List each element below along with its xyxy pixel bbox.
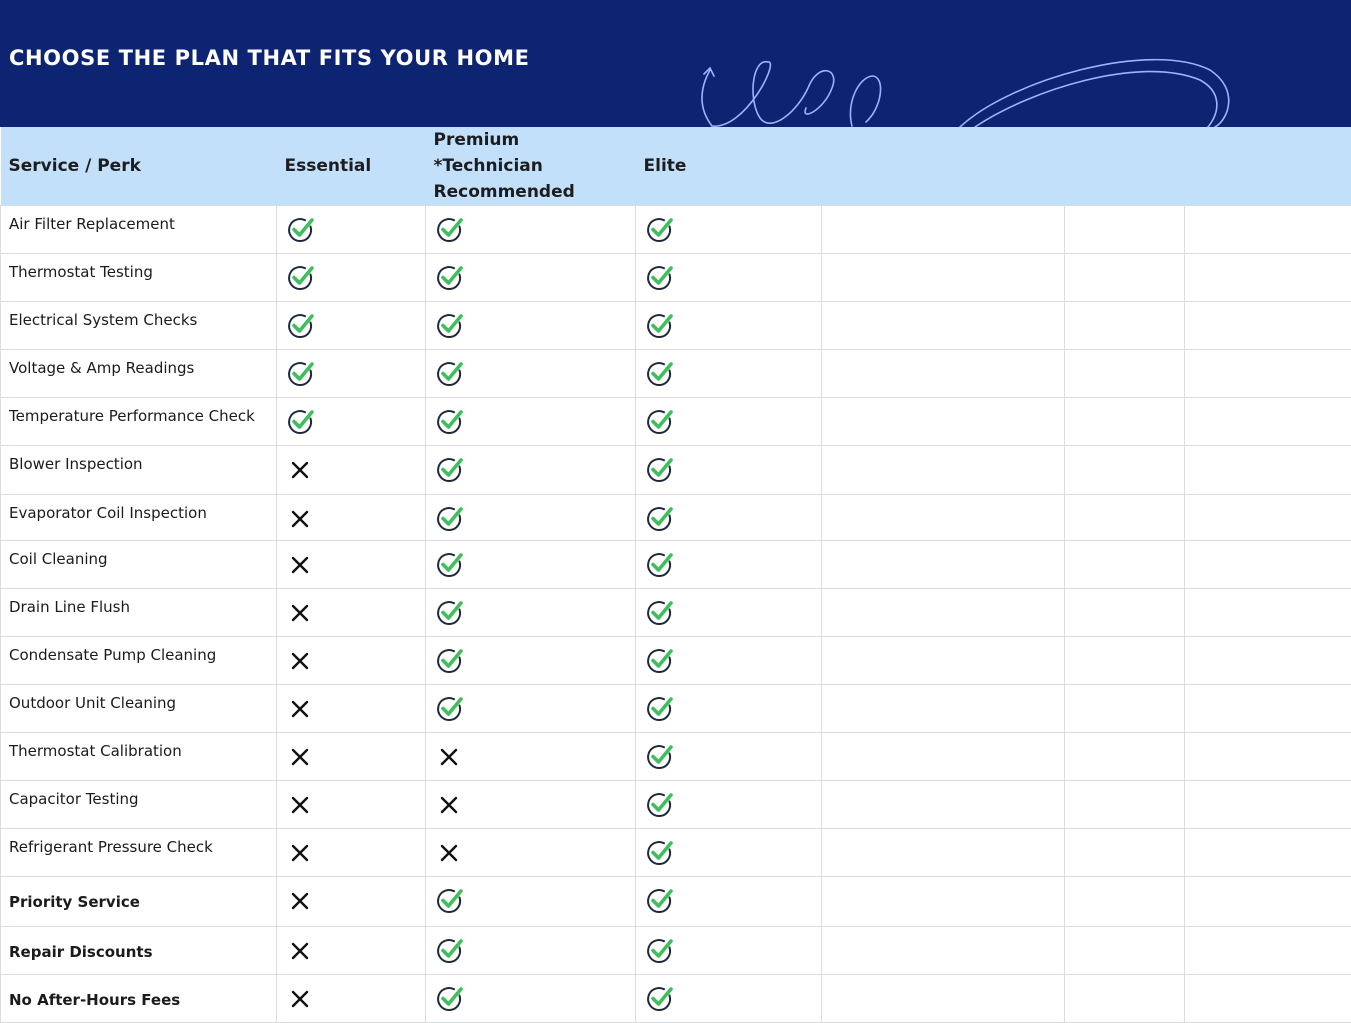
- empty-cell: [1065, 541, 1185, 589]
- premium-cell: [426, 685, 636, 733]
- check-circle-icon: [435, 407, 465, 437]
- x-mark-icon: [290, 651, 310, 671]
- essential-cell: [277, 350, 426, 398]
- empty-cell: [822, 927, 1065, 975]
- essential-cell: [277, 589, 426, 637]
- premium-cell: [426, 733, 636, 781]
- table-row: [1, 781, 1351, 829]
- check-circle-icon: [645, 455, 675, 485]
- empty-cell: [822, 446, 1065, 495]
- empty-cell: [822, 975, 1065, 1023]
- service-label: Outdoor Unit Cleaning: [1, 685, 276, 712]
- check-circle-icon: [286, 215, 316, 245]
- elite-cell: [636, 829, 822, 877]
- header-banner: [0, 0, 1351, 127]
- check-circle-icon: [435, 694, 465, 724]
- check-circle-icon: [435, 646, 465, 676]
- service-label: Blower Inspection: [1, 446, 276, 473]
- essential-cell: [277, 446, 426, 495]
- empty-cell: [1185, 398, 1351, 446]
- service-label: Thermostat Testing: [1, 254, 276, 281]
- empty-cell: [1185, 781, 1351, 829]
- essential-cell: [277, 637, 426, 685]
- column-header-empty: [1065, 127, 1185, 206]
- service-cell: [1, 685, 277, 733]
- check-circle-icon: [645, 936, 675, 966]
- empty-cell: [1185, 733, 1351, 781]
- service-label: Electrical System Checks: [1, 302, 276, 329]
- empty-cell: [822, 733, 1065, 781]
- decorative-swirl-doodle: [0, 0, 1351, 127]
- service-cell: [1, 206, 277, 254]
- empty-cell: [822, 877, 1065, 927]
- premium-cell: [426, 254, 636, 302]
- elite-cell: [636, 877, 822, 927]
- table-row: [1, 206, 1351, 254]
- check-circle-icon: [645, 886, 675, 916]
- service-label: Evaporator Coil Inspection: [1, 495, 276, 522]
- empty-cell: [822, 781, 1065, 829]
- empty-cell: [1185, 206, 1351, 254]
- check-circle-icon: [645, 359, 675, 389]
- empty-cell: [1185, 685, 1351, 733]
- empty-cell: [822, 589, 1065, 637]
- empty-cell: [1185, 254, 1351, 302]
- service-cell: [1, 254, 277, 302]
- service-cell: [1, 350, 277, 398]
- check-circle-icon: [645, 838, 675, 868]
- table-row: [1, 541, 1351, 589]
- premium-cell: [426, 206, 636, 254]
- elite-cell: [636, 206, 822, 254]
- empty-cell: [1185, 927, 1351, 975]
- service-label: Coil Cleaning: [1, 541, 276, 568]
- premium-cell: [426, 541, 636, 589]
- empty-cell: [1185, 829, 1351, 877]
- empty-cell: [1065, 446, 1185, 495]
- table-row: [1, 254, 1351, 302]
- premium-cell: [426, 350, 636, 398]
- empty-cell: [822, 350, 1065, 398]
- table-row: [1, 975, 1351, 1023]
- check-circle-icon: [435, 215, 465, 245]
- empty-cell: [1065, 733, 1185, 781]
- x-mark-icon: [439, 843, 459, 863]
- check-circle-icon: [645, 215, 675, 245]
- check-circle-icon: [645, 646, 675, 676]
- check-circle-icon: [435, 886, 465, 916]
- essential-cell: [277, 495, 426, 541]
- elite-cell: [636, 637, 822, 685]
- empty-cell: [822, 398, 1065, 446]
- x-mark-icon: [290, 843, 310, 863]
- service-cell: [1, 877, 277, 927]
- elite-cell: [636, 589, 822, 637]
- service-cell: [1, 589, 277, 637]
- empty-cell: [822, 495, 1065, 541]
- premium-cell: [426, 302, 636, 350]
- empty-cell: [822, 829, 1065, 877]
- service-label: Thermostat Calibration: [1, 733, 276, 760]
- empty-cell: [1065, 781, 1185, 829]
- empty-cell: [1065, 927, 1185, 975]
- check-circle-icon: [435, 984, 465, 1014]
- essential-cell: [277, 685, 426, 733]
- table-row: [1, 350, 1351, 398]
- essential-cell: [277, 781, 426, 829]
- empty-cell: [1065, 877, 1185, 927]
- column-header-premium: Premium *Technician Recommended: [426, 127, 636, 206]
- empty-cell: [822, 302, 1065, 350]
- premium-cell: [426, 975, 636, 1023]
- empty-cell: [1185, 589, 1351, 637]
- essential-cell: [277, 206, 426, 254]
- check-circle-icon: [645, 550, 675, 580]
- premium-cell: [426, 589, 636, 637]
- check-circle-icon: [435, 504, 465, 534]
- column-header-essential: Essential: [277, 127, 426, 206]
- table-row: [1, 495, 1351, 541]
- check-circle-icon: [645, 407, 675, 437]
- service-label: Repair Discounts: [1, 927, 276, 961]
- check-circle-icon: [435, 936, 465, 966]
- table-row: [1, 398, 1351, 446]
- check-circle-icon: [645, 263, 675, 293]
- x-mark-icon: [290, 795, 310, 815]
- service-cell: [1, 975, 277, 1023]
- service-label: Voltage & Amp Readings: [1, 350, 276, 377]
- essential-cell: [277, 829, 426, 877]
- service-cell: [1, 495, 277, 541]
- elite-cell: [636, 350, 822, 398]
- service-label: Temperature Performance Check: [1, 398, 276, 425]
- table-row: [1, 927, 1351, 975]
- service-label: No After-Hours Fees: [1, 975, 276, 1009]
- empty-cell: [822, 541, 1065, 589]
- x-mark-icon: [290, 747, 310, 767]
- table-row: [1, 446, 1351, 495]
- empty-cell: [1065, 495, 1185, 541]
- empty-cell: [822, 637, 1065, 685]
- empty-cell: [1065, 350, 1185, 398]
- x-mark-icon: [290, 555, 310, 575]
- service-label: Condensate Pump Cleaning: [1, 637, 276, 664]
- empty-cell: [822, 254, 1065, 302]
- elite-cell: [636, 781, 822, 829]
- service-cell: [1, 541, 277, 589]
- x-mark-icon: [290, 699, 310, 719]
- empty-cell: [1185, 541, 1351, 589]
- essential-cell: [277, 541, 426, 589]
- empty-cell: [1065, 254, 1185, 302]
- premium-cell: [426, 781, 636, 829]
- essential-cell: [277, 733, 426, 781]
- check-circle-icon: [435, 263, 465, 293]
- essential-cell: [277, 927, 426, 975]
- table-body: [1, 206, 1351, 1023]
- elite-cell: [636, 541, 822, 589]
- service-label: Drain Line Flush: [1, 589, 276, 616]
- empty-cell: [1065, 398, 1185, 446]
- service-cell: [1, 927, 277, 975]
- service-cell: [1, 781, 277, 829]
- x-mark-icon: [290, 460, 310, 480]
- x-mark-icon: [290, 603, 310, 623]
- elite-cell: [636, 975, 822, 1023]
- check-circle-icon: [286, 263, 316, 293]
- check-circle-icon: [645, 742, 675, 772]
- empty-cell: [1065, 829, 1185, 877]
- comparison-table: [0, 127, 1351, 1023]
- empty-cell: [1185, 495, 1351, 541]
- column-header-empty: [1185, 127, 1351, 206]
- premium-cell: [426, 398, 636, 446]
- elite-cell: [636, 446, 822, 495]
- essential-cell: [277, 254, 426, 302]
- check-circle-icon: [435, 598, 465, 628]
- check-circle-icon: [645, 598, 675, 628]
- x-mark-icon: [290, 509, 310, 529]
- essential-cell: [277, 398, 426, 446]
- empty-cell: [822, 685, 1065, 733]
- essential-cell: [277, 877, 426, 927]
- check-circle-icon: [435, 455, 465, 485]
- check-circle-icon: [645, 984, 675, 1014]
- elite-cell: [636, 398, 822, 446]
- check-circle-icon: [435, 359, 465, 389]
- essential-cell: [277, 975, 426, 1023]
- empty-cell: [822, 206, 1065, 254]
- premium-cell: [426, 927, 636, 975]
- service-cell: [1, 829, 277, 877]
- service-cell: [1, 398, 277, 446]
- x-mark-icon: [290, 941, 310, 961]
- empty-cell: [1185, 350, 1351, 398]
- check-circle-icon: [286, 311, 316, 341]
- service-label: Refrigerant Pressure Check: [1, 829, 276, 856]
- column-header-empty: [822, 127, 1065, 206]
- service-cell: [1, 446, 277, 495]
- table-row: [1, 733, 1351, 781]
- service-cell: [1, 302, 277, 350]
- premium-cell: [426, 446, 636, 495]
- elite-cell: [636, 733, 822, 781]
- empty-cell: [1185, 877, 1351, 927]
- service-label: Air Filter Replacement: [1, 206, 276, 233]
- elite-cell: [636, 302, 822, 350]
- elite-cell: [636, 927, 822, 975]
- check-circle-icon: [286, 407, 316, 437]
- check-circle-icon: [645, 790, 675, 820]
- x-mark-icon: [290, 989, 310, 1009]
- service-label: Priority Service: [1, 877, 276, 911]
- premium-cell: [426, 877, 636, 927]
- check-circle-icon: [645, 504, 675, 534]
- page-title: CHOOSE THE PLAN THAT FITS YOUR HOME: [9, 46, 530, 70]
- essential-cell: [277, 302, 426, 350]
- check-circle-icon: [435, 550, 465, 580]
- empty-cell: [1065, 589, 1185, 637]
- empty-cell: [1185, 637, 1351, 685]
- elite-cell: [636, 254, 822, 302]
- empty-cell: [1185, 975, 1351, 1023]
- table-row: [1, 829, 1351, 877]
- table-header-row: [1, 127, 1351, 206]
- table-row: [1, 589, 1351, 637]
- x-mark-icon: [290, 891, 310, 911]
- service-cell: [1, 733, 277, 781]
- elite-cell: [636, 495, 822, 541]
- table-row: [1, 877, 1351, 927]
- empty-cell: [1065, 302, 1185, 350]
- x-mark-icon: [439, 747, 459, 767]
- column-header-elite: Elite: [636, 127, 822, 206]
- check-circle-icon: [645, 694, 675, 724]
- table-row: [1, 637, 1351, 685]
- check-circle-icon: [435, 311, 465, 341]
- empty-cell: [1065, 975, 1185, 1023]
- service-label: Capacitor Testing: [1, 781, 276, 808]
- empty-cell: [1065, 685, 1185, 733]
- check-circle-icon: [645, 311, 675, 341]
- premium-cell: [426, 495, 636, 541]
- table-row: [1, 302, 1351, 350]
- service-cell: [1, 637, 277, 685]
- table-row: [1, 685, 1351, 733]
- empty-cell: [1185, 446, 1351, 495]
- empty-cell: [1065, 637, 1185, 685]
- premium-cell: [426, 637, 636, 685]
- premium-cell: [426, 829, 636, 877]
- empty-cell: [1185, 302, 1351, 350]
- elite-cell: [636, 685, 822, 733]
- check-circle-icon: [286, 359, 316, 389]
- x-mark-icon: [439, 795, 459, 815]
- column-header-service: Service / Perk: [1, 127, 277, 206]
- empty-cell: [1065, 206, 1185, 254]
